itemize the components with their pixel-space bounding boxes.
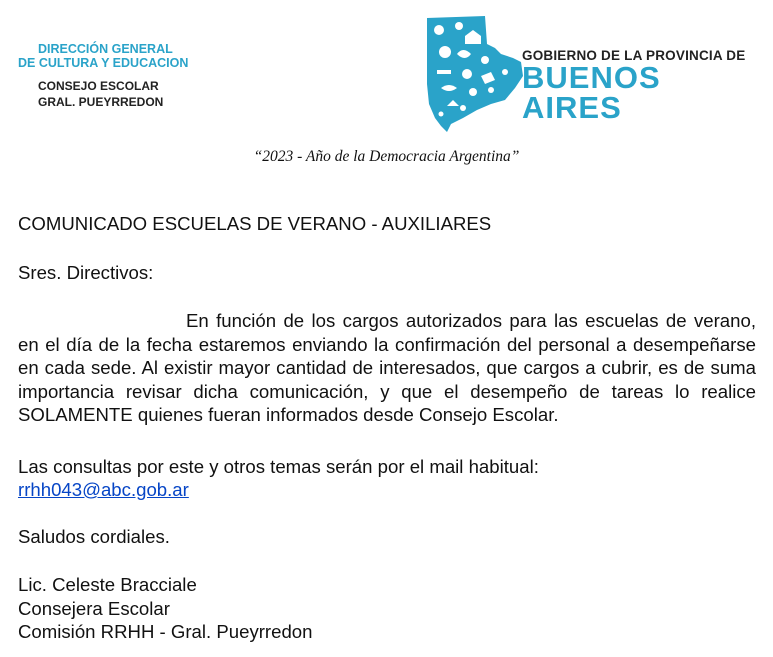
direccion-line2: DE CULTURA Y EDUCACION xyxy=(18,56,189,70)
province-map-logo-icon xyxy=(425,14,525,132)
document-title: COMUNICADO ESCUELAS DE VERANO - AUXILIARES xyxy=(18,213,492,234)
direccion-general-logo xyxy=(18,42,208,70)
header-left-block xyxy=(18,42,208,110)
gobierno-logo-text xyxy=(522,48,767,123)
buenos-aires-wordmark: BUENOS AIRES xyxy=(522,60,661,125)
consejo-line2: GRAL. PUEYRREDON xyxy=(38,95,164,109)
signature-name: Lic. Celeste Bracciale xyxy=(18,574,197,595)
consejo-line1: CONSEJO ESCOLAR xyxy=(38,79,159,93)
closing-line: Saludos cordiales. xyxy=(18,526,170,547)
consejo-escolar-label xyxy=(18,78,208,110)
gobierno-line1: GOBIERNO DE LA PROVINCIA DE xyxy=(522,48,746,63)
main-paragraph xyxy=(18,309,756,427)
salutation: Sres. Directivos: xyxy=(18,262,154,283)
signature-dept: Comisión RRHH - Gral. Pueyrredon xyxy=(18,621,313,643)
consultas-line: Las consultas por este y otros temas serán por el mail habitual: xyxy=(18,456,539,477)
direccion-line1: DIRECCIÓN GENERAL xyxy=(38,42,173,56)
email-link[interactable]: rrhh043@abc.gob.ar xyxy=(18,479,189,500)
signature-block xyxy=(18,573,756,644)
year-motto: “2023 - Año de la Democracia Argentina” xyxy=(253,148,520,165)
main-paragraph-text: En función de los cargos autorizados para las escuelas de verano, en el día de la fecha estaremos enviando la confirmación del personal a desempeñarse en cada sede. Al existir mayor cantidad de interesados, que cargos a cubrir, es de suma importancia revisar dicha comunicación, y que el desempeño de tareas lo realice SOLAMENTE quienes fueran informados desde Consejo Escolar. xyxy=(18,310,756,426)
signature-role: Consejera Escolar xyxy=(18,597,170,619)
